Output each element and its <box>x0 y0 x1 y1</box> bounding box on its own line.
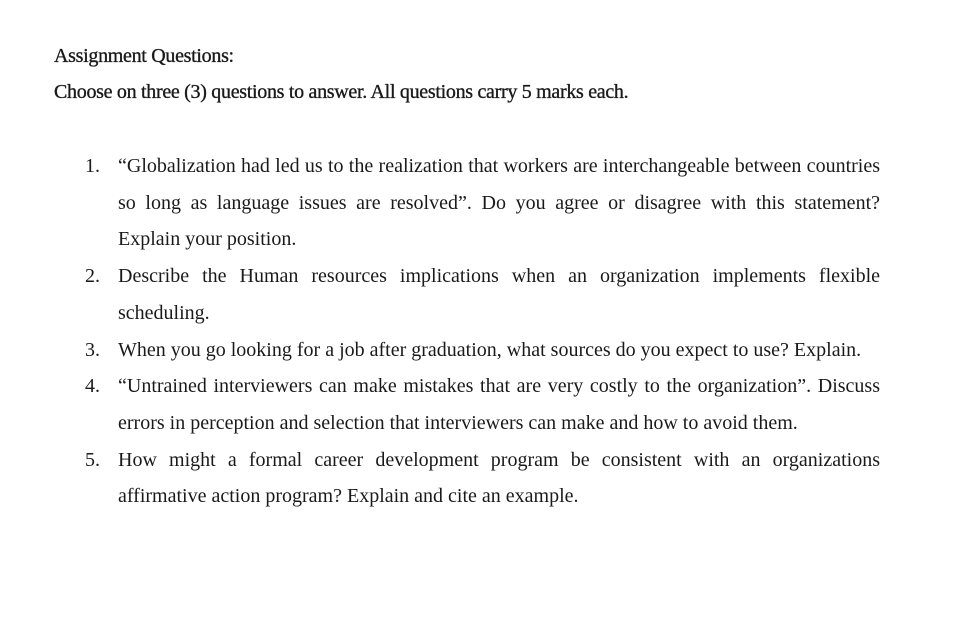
question-number: 1. <box>85 155 100 177</box>
question-item <box>0 368 976 441</box>
question-number: 2. <box>85 265 100 288</box>
question-number: 3. <box>85 338 100 361</box>
question-number: 4. <box>85 375 100 398</box>
question-text: Describe the Human resources implications when an organization implements flexible scheduling. <box>118 265 880 324</box>
question-text: How might a formal career development program be consistent with an organizations affirmative action program? Explain and cite an example. <box>118 448 880 508</box>
question-number: 5. <box>85 448 100 471</box>
assignment-title: Assignment Questions: <box>54 45 234 67</box>
question-text: When you go looking for a job after graduation, what sources do you expect to use? Explain. <box>118 338 862 361</box>
question-item <box>0 258 976 331</box>
question-text: “Globalization had led us to the realization that workers are interchangeable between countries so long as language issues are resolved”. Do you agree or disagree with this statement? Explain your position. <box>118 155 880 251</box>
assignment-instruction: Choose on three (3) questions to answer. All questions carry 5 marks each. <box>54 81 629 103</box>
question-item <box>0 332 976 369</box>
question-text: “Untrained interviewers can make mistakes that are very costly to the organization”. Discuss errors in perception and selection that interviewers can make and how to avoid them. <box>118 375 880 434</box>
question-list <box>0 148 976 515</box>
question-item <box>0 148 976 258</box>
question-item <box>0 442 976 515</box>
